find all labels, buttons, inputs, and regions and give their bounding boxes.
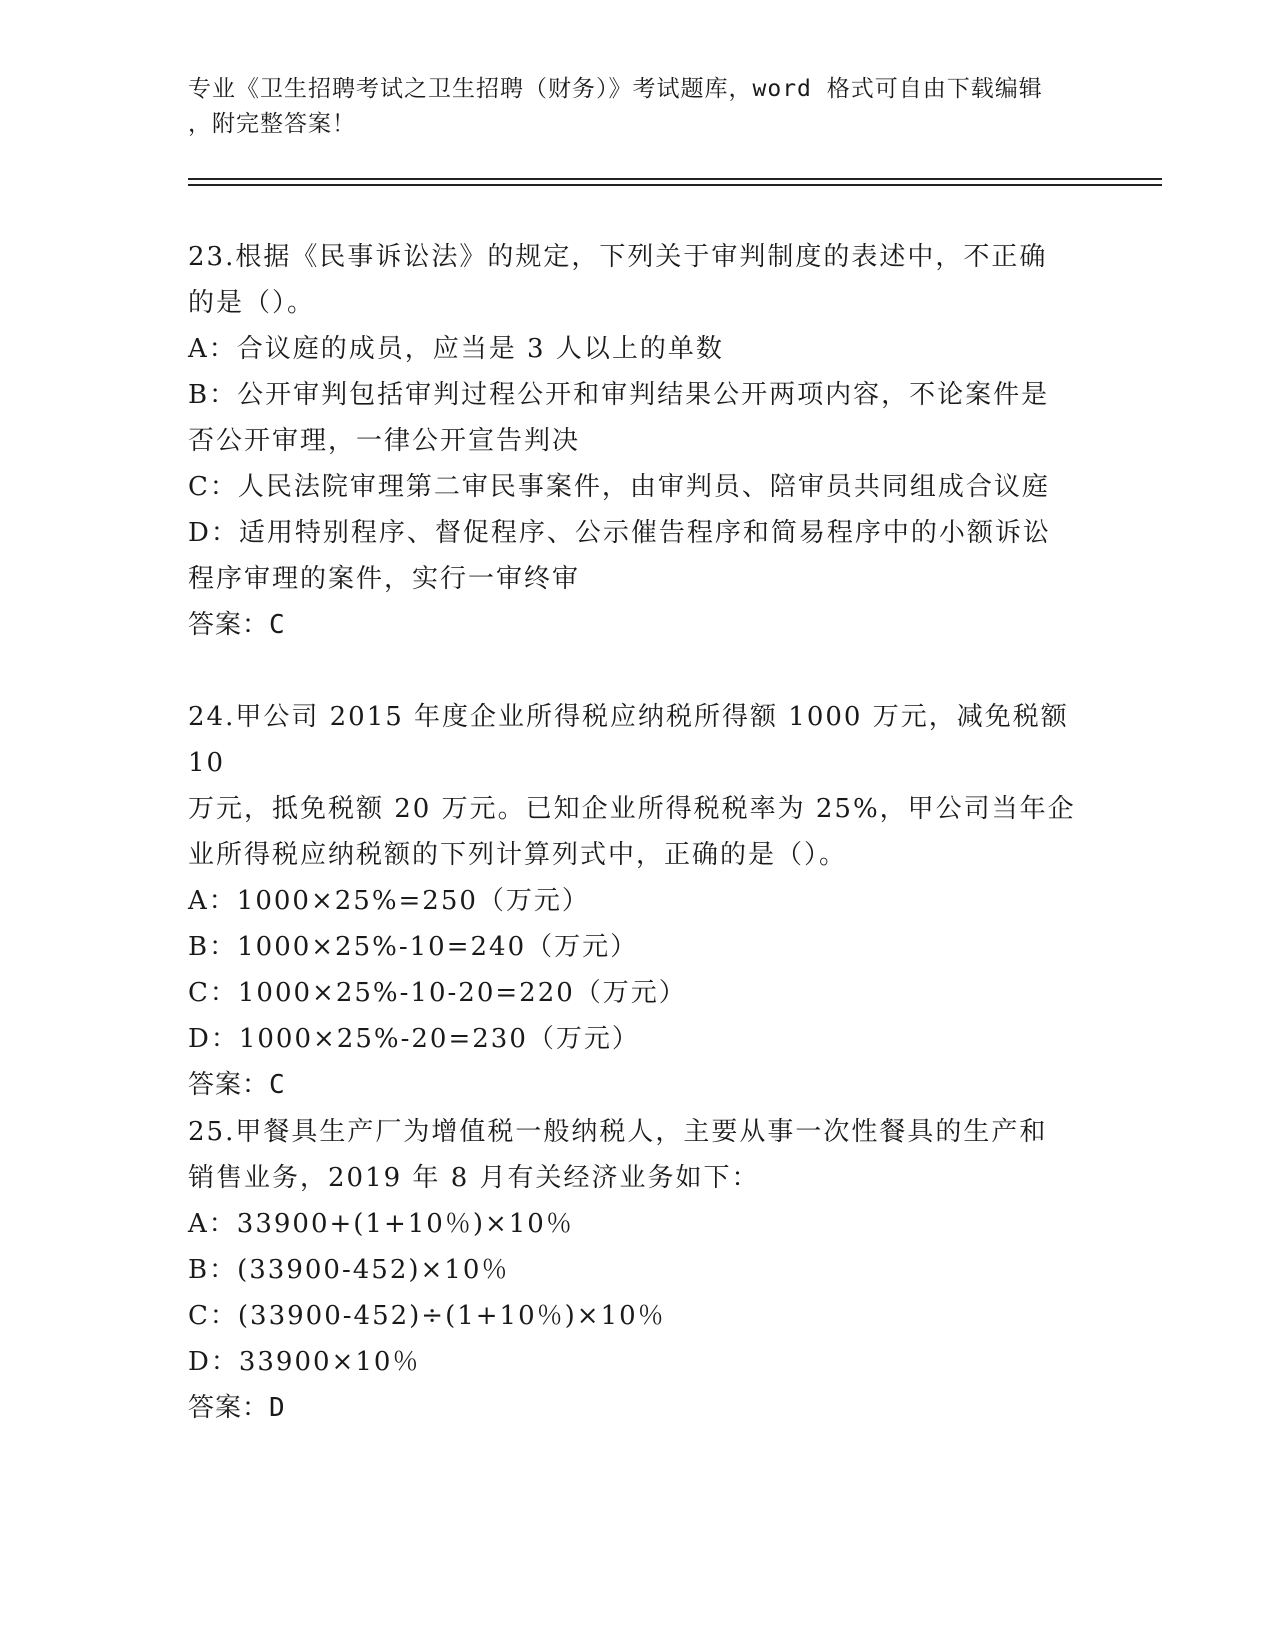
option-b-continued: 否公开审理，一律公开宣告判决 <box>188 426 581 456</box>
option-b: B：(33900-452)×10％ <box>188 1255 510 1285</box>
option-b: B：公开审判包括审判过程公开和审判结果公开两项内容，不论案件是 <box>188 380 1050 410</box>
option-d: D：适用特别程序、督促程序、公示催告程序和简易程序中的小额诉讼 <box>188 518 1051 548</box>
question-stem: 销售业务，2019 年 8 月有关经济业务如下： <box>188 1163 760 1193</box>
option-a: A：1000×25%=250（万元） <box>188 886 590 916</box>
header-line-2: ，附完整答案！ <box>188 111 356 137</box>
answer: 答案：D <box>188 1393 286 1423</box>
option-a: A：合议庭的成员，应当是 3 人以上的单数 <box>188 334 724 364</box>
option-c: C：人民法院审理第二审民事案件，由审判员、陪审员共同组成合议庭 <box>188 472 1050 502</box>
question-stem: 的是（）。 <box>188 288 316 318</box>
question-stem: 业所得税应纳税额的下列计算列式中，正确的是（）。 <box>188 840 848 870</box>
option-b: B：1000×25%-10=240（万元） <box>188 932 639 962</box>
answer: 答案：C <box>188 610 286 640</box>
option-a: A：33900+(1+10％)×10％ <box>188 1209 574 1239</box>
option-d: D：1000×25%-20=230（万元） <box>188 1024 640 1054</box>
question-stem: 25.甲餐具生产厂为增值税一般纳税人，主要从事一次性餐具的生产和 <box>188 1117 1048 1147</box>
question-24 <box>188 694 1088 1108</box>
option-d-continued: 程序审理的案件，实行一审终审 <box>188 564 581 594</box>
answer: 答案：C <box>188 1070 286 1100</box>
header-divider-top <box>188 178 1162 180</box>
question-23 <box>188 234 1088 648</box>
header-line-1: 专业《卫生招聘考试之卫生招聘（财务）》考试题库，word 格式可自由下载编辑 <box>188 76 1043 102</box>
option-c: C：1000×25%-10-20=220（万元） <box>188 978 687 1008</box>
option-c: C：(33900-452)÷(1+10％)×10％ <box>188 1301 666 1331</box>
document-header <box>188 72 1088 142</box>
question-stem: 万元，抵免税额 20 万元。已知企业所得税税率为 25%，甲公司当年企 <box>188 794 1076 824</box>
question-25 <box>188 1109 1088 1431</box>
question-stem: 23.根据《民事诉讼法》的规定，下列关于审判制度的表述中，不正确 <box>188 242 1048 272</box>
question-stem: 24.甲公司 2015 年度企业所得税应纳税所得额 1000 万元，减免税额 10 <box>188 702 1069 778</box>
option-d: D：33900×10％ <box>188 1347 421 1377</box>
header-divider-bottom <box>188 184 1162 186</box>
